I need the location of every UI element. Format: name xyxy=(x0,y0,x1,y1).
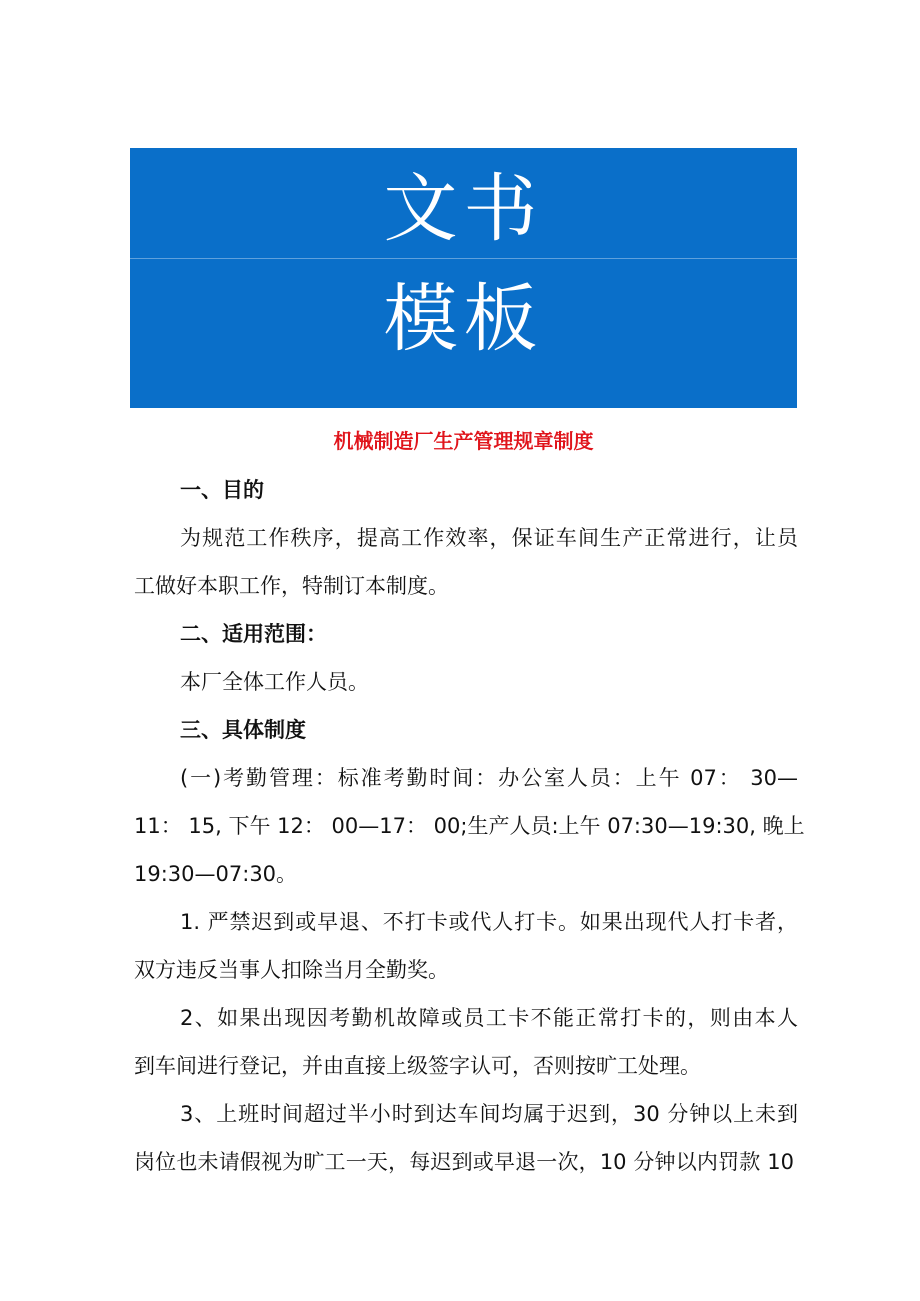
paragraph-line: 岗位也未请假视为旷工一天，每迟到或早退一次，10 分钟以内罚款 10 xyxy=(134,1150,794,1174)
paragraph-line: 3、上班时间超过半小时到达车间均属于迟到，30 分钟以上未到 xyxy=(180,1102,798,1126)
paragraph-line: 到车间进行登记，并由直接上级签字认可，否则按旷工处理。 xyxy=(134,1054,701,1078)
paragraph-line: 11： 15, 下午 12： 00—17： 00;生产人员:上午 07:30—19:30, 晚上 xyxy=(134,814,805,838)
document-title: 机械制造厂生产管理规章制度 xyxy=(333,429,594,453)
cover-title-line-2: 模板 xyxy=(383,276,544,362)
paragraph-line: 为规范工作秩序，提高工作效率，保证车间生产正常进行，让员 xyxy=(180,526,798,550)
cover-divider xyxy=(130,258,797,259)
paragraph-line: 本厂全体工作人员。 xyxy=(180,670,369,694)
paragraph-line: 2、如果出现因考勤机故障或员工卡不能正常打卡的，则由本人 xyxy=(180,1006,798,1030)
paragraph-line: 双方违反当事人扣除当月全勤奖。 xyxy=(134,958,449,982)
section-heading-purpose: 一、目的 xyxy=(180,478,264,502)
paragraph-line: 1. 严禁迟到或早退、不打卡或代人打卡。如果出现代人打卡者， xyxy=(180,910,798,934)
section-heading-rules: 三、具体制度 xyxy=(180,718,306,742)
paragraph-line: 19:30—07:30。 xyxy=(134,862,298,886)
paragraph-line: 工做好本职工作，特制订本制度。 xyxy=(134,574,449,598)
paragraph-line: (一)考勤管理：标准考勤时间：办公室人员：上午 07： 30— xyxy=(180,766,798,790)
section-heading-scope: 二、适用范围： xyxy=(180,622,327,646)
cover-banner xyxy=(130,148,797,408)
cover-title-line-1: 文书 xyxy=(383,166,544,252)
